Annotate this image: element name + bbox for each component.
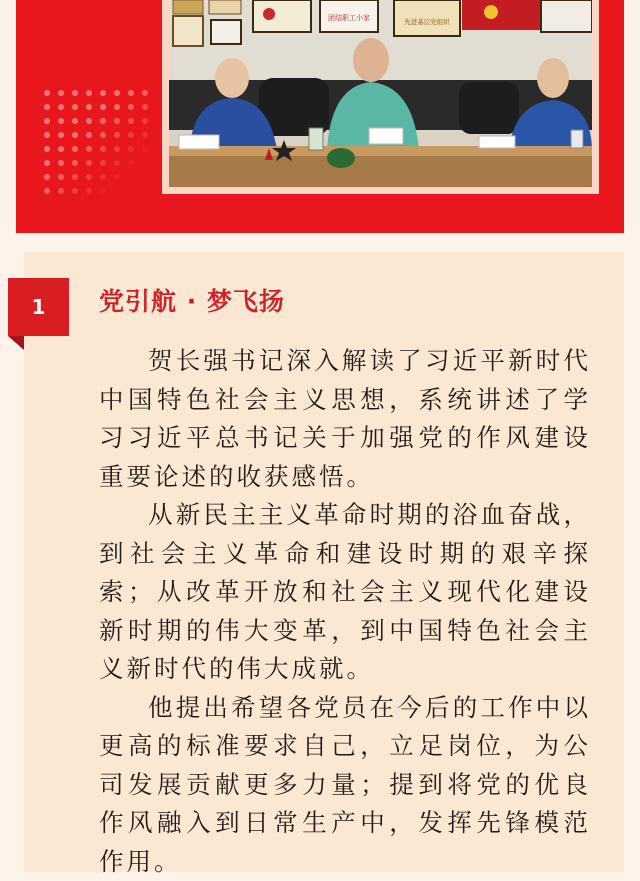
paragraph: 他提出希望各党员在今后的工作中以更高的标准要求自己，立足岗位，为公司发展贡献更多力量；提到将党的优良作风融入到日常生产中，发挥先锋模范作用。: [99, 689, 591, 881]
section-number: 1: [32, 295, 46, 319]
paragraph: 贺长强书记深入解读了习近平新时代中国特色社会主义思想，系统讲述了学习习近平总书记关于加强党的作风建设重要论述的收获感悟。: [99, 342, 591, 496]
plaque-2-text: 先进基层党组织: [404, 17, 450, 26]
paragraph: 从新民主主义革命时期的浴血奋战，到社会主义革命和建设时期的艰辛探索；从改革开放和社会主义现代化建设新时期的伟大变革，到中国特色社会主义新时代的伟大成就。: [99, 496, 591, 689]
section-number-badge: [8, 278, 69, 336]
decorative-dot-grid: [40, 86, 152, 196]
badge-fold-corner: [8, 336, 24, 350]
plaque-1-text: 团结职工小家: [328, 13, 370, 22]
meeting-photo: [162, 0, 599, 194]
section-body: [99, 342, 591, 881]
meeting-photo-illustration: [169, 0, 592, 187]
section-title: 党引航 · 梦飞扬: [99, 282, 285, 318]
